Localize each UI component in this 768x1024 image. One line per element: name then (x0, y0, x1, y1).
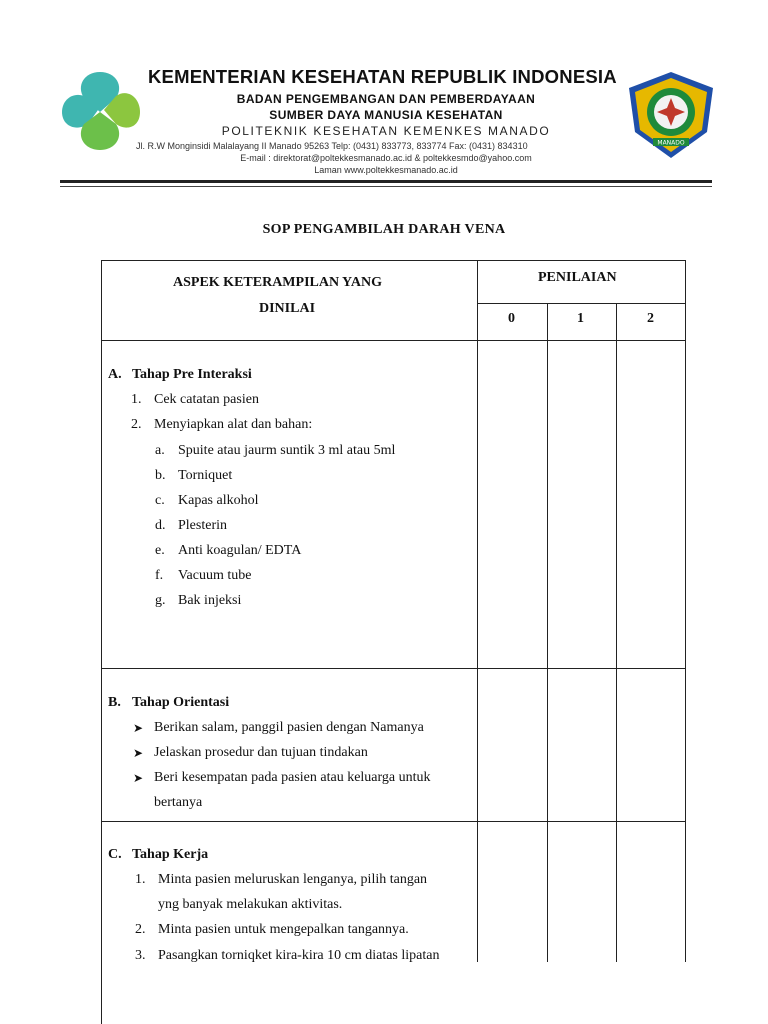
section-a-title: Tahap Pre Interaksi (132, 367, 252, 382)
sub-list-item: Bak injeksi (178, 593, 242, 608)
header-aspek-line1: ASPEK KETERAMPILAN YANG (173, 275, 382, 290)
sub-list-letter: f. (155, 568, 164, 583)
sub-list-letter: c. (155, 493, 165, 508)
website-line: Laman www.poltekkesmanado.ac.id (314, 165, 458, 175)
sub-list-letter: a. (155, 443, 165, 458)
list-item: Minta pasien meluruskan lenganya, pilih tangan (158, 872, 428, 887)
list-item: Minta pasien untuk mengepalkan tangannya. (158, 922, 409, 937)
sub-list-letter: d. (155, 518, 166, 533)
letterhead-rule-thin (60, 186, 712, 187)
table-border-left (101, 260, 102, 1024)
header-penilaian: PENILAIAN (538, 270, 617, 285)
header-score-1: 1 (577, 311, 584, 326)
header-aspek-line2: DINILAI (259, 301, 316, 316)
col-divider-aspek (477, 260, 478, 962)
arrow-bullet-icon: ➤ (133, 771, 144, 785)
bullet-item-continuation: bertanya (154, 795, 203, 810)
address-line: Jl. R.W Monginsidi Malalayang II Manado 95263 Telp: (0431) 833773, 833774 Fax: (0431) 834310 (136, 141, 528, 151)
bullet-item: Berikan salam, panggil pasien dengan Namanya (154, 720, 424, 735)
list-number: 2. (131, 417, 142, 432)
seal-banner-text: MANADO (657, 139, 685, 147)
list-item-continuation: yng banyak melakukan aktivitas. (158, 897, 343, 912)
header-score-0: 0 (508, 311, 515, 326)
poltekkes-seal (627, 70, 715, 160)
list-number: 1. (135, 872, 146, 887)
col-divider-0-1 (547, 303, 548, 962)
section-c-letter: C. (108, 847, 122, 862)
header-score-2: 2 (647, 311, 654, 326)
bullet-item: Beri kesempatan pada pasien atau keluarga untuk (154, 770, 431, 785)
table-border-top (101, 260, 686, 261)
email-line: E-mail : direktorat@poltekkesmanado.ac.id & poltekkesmdo@yahoo.com (240, 153, 532, 163)
header-bottom-border (101, 340, 686, 341)
bullet-item: Jelaskan prosedur dan tujuan tindakan (154, 745, 368, 760)
kemenkes-logo (58, 68, 142, 152)
section-a-letter: A. (108, 367, 122, 382)
assessment-table (101, 260, 686, 1024)
list-number: 1. (131, 392, 142, 407)
section-b-title: Tahap Orientasi (132, 695, 230, 710)
ministry-name: KEMENTERIAN KESEHATAN REPUBLIK INDONESIA (148, 66, 617, 87)
list-number: 2. (135, 922, 146, 937)
list-item: Pasangkan torniqket kira-kira 10 cm diatas lipatan (158, 948, 440, 963)
arrow-bullet-icon: ➤ (133, 721, 144, 735)
list-number: 3. (135, 948, 146, 963)
sub-list-item: Plesterin (178, 518, 227, 533)
sub-list-item: Kapas alkohol (178, 493, 259, 508)
sub-list-item: Anti koagulan/ EDTA (178, 543, 302, 558)
institution-name: POLITEKNIK KESEHATAN KEMENKES MANADO (221, 124, 551, 138)
sub-list-item: Vacuum tube (178, 568, 252, 583)
table-border-right (685, 260, 686, 962)
sub-list-letter: b. (155, 468, 166, 483)
col-divider-1-2 (616, 303, 617, 962)
agency-name-line1: BADAN PENGEMBANGAN DAN PEMBERDAYAAN (236, 92, 536, 106)
list-item: Menyiapkan alat dan bahan: (154, 417, 313, 432)
sub-list-letter: e. (155, 543, 165, 558)
row-divider-b-c (101, 821, 686, 822)
section-b-letter: B. (108, 695, 121, 710)
list-item: Cek catatan pasien (154, 392, 259, 407)
sub-list-item: Spuite atau jaurm suntik 3 ml atau 5ml (178, 443, 396, 458)
header-divider-penilaian (477, 303, 686, 304)
row-divider-a-b (101, 668, 686, 669)
sub-list-letter: g. (155, 593, 166, 608)
document-title: SOP PENGAMBILAH DARAH VENA (262, 222, 506, 237)
section-c-title: Tahap Kerja (132, 847, 209, 862)
sub-list-item: Torniquet (178, 468, 233, 483)
arrow-bullet-icon: ➤ (133, 746, 144, 760)
letterhead (136, 66, 626, 176)
agency-name-line2: SUMBER DAYA MANUSIA KESEHATAN (269, 108, 503, 122)
letterhead-rule-thick (60, 180, 712, 183)
